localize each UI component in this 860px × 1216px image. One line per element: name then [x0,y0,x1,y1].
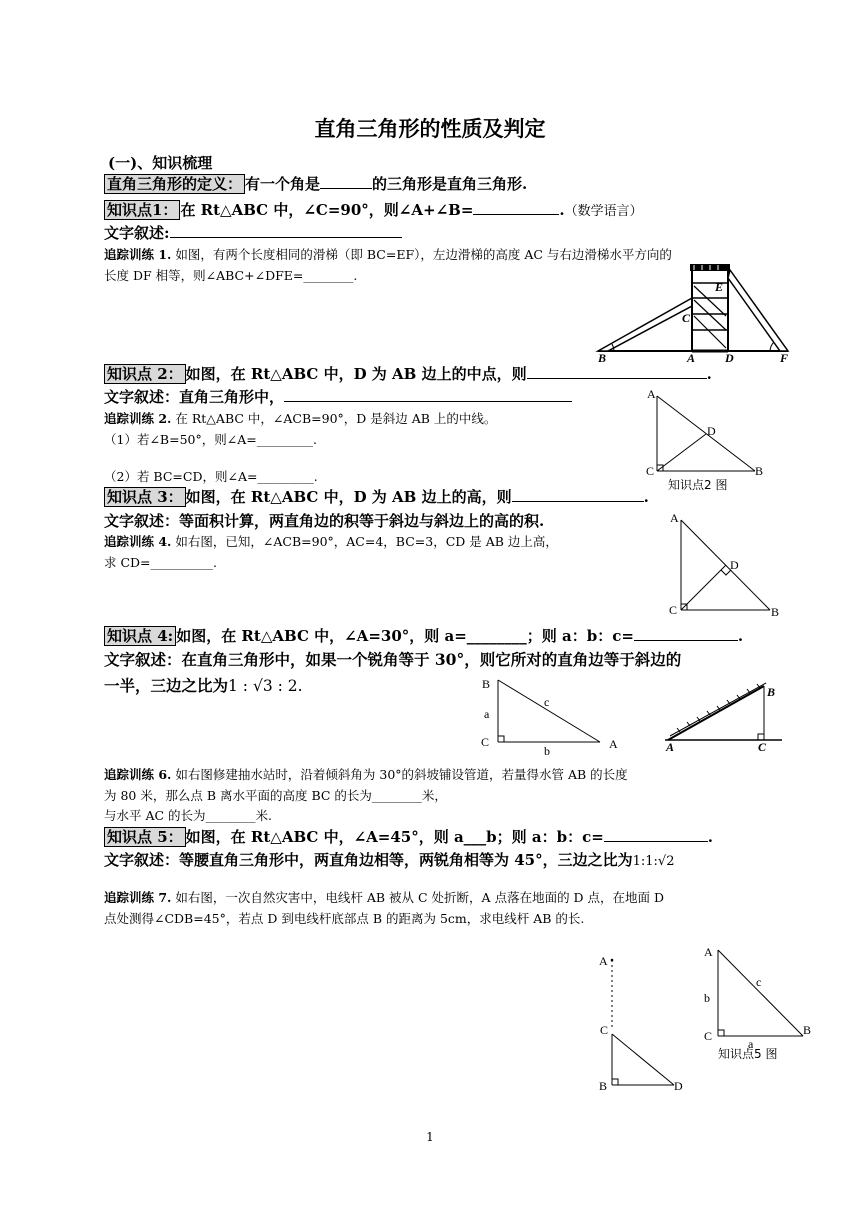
k5-label: 知识点 5： [104,827,186,847]
page-title: 直角三角形的性质及判定 [314,117,546,141]
label-B: B [482,677,491,691]
blank [170,237,402,238]
label-C: C [758,740,767,754]
t7-line2: 点处测得∠CDB=45°，若点 D 到电线杆底部点 B 的距离为 5cm，求电线杆 AB 的长. [104,911,585,926]
k4-line: 知识点 4: 如图，在 Rt△ABC 中，∠A=30°，则 a=________；则 a：b：c= . [104,625,743,646]
k2-desc: 文字叙述：直角三角形中， [104,386,572,407]
label-B: B [598,351,607,365]
label-E: E [715,280,724,294]
k3-label: 知识点 3： [104,487,186,507]
blank [512,501,644,502]
k2-line: 知识点 2： 如图，在 Rt△ABC 中，D 为 AB 边上的中点，则 . [104,363,712,384]
k1-label: 知识点1： [104,200,180,220]
k3-desc: 文字叙述：等面积计算，两直角边的积等于斜边与斜边上的高的积. [104,512,545,530]
label-B: B [599,1079,608,1093]
k4-desc1: 文字叙述：在直角三角形中，如果一个锐角等于 30°，则它所对的直角边等于斜边的 [104,650,682,669]
t4-line2: 求 CD=__________. [104,555,218,570]
definition-label: 直角三角形的定义： [104,174,245,194]
label-B: B [755,464,764,478]
slope-figure [660,680,785,754]
page-number: 1 [426,1130,434,1144]
label-A: A [704,945,713,959]
label-B: B [771,605,780,619]
pole-figure [594,950,694,1096]
label-A: A [670,511,679,525]
label-C: C [669,603,678,617]
label-A: A [666,740,675,754]
figure-caption: 知识点2 图 [668,478,728,492]
k5-desc: 文字叙述：等腰直角三角形中，两直角边相等，两锐角相等为 45°，三边之比为1:1:√2 [104,851,675,869]
label-F: F [780,351,789,365]
k4-figure [478,672,628,758]
t6-line3: 与水平 AC 的长为________米. [104,808,273,823]
label-C: C [481,735,490,749]
t7-line1: 追踪训练 7. 如右图，一次自然灾害中，电线杆 AB 被从 C 处折断，A 点落在地面的 D 点，在地面 D [104,890,665,905]
label-C: C [600,1023,609,1037]
blank [320,188,372,189]
t2-q1: （1）若∠B=50°，则∠A=_________. [104,432,317,447]
k5-figure [700,942,820,1061]
k1-line: 知识点1： 在 Rt△ABC 中，∠C=90°，则∠A+∠B= .（数学语言） [104,199,643,220]
k1-desc: 文字叙述: [104,222,402,243]
k2-figure [642,386,772,492]
k5-line: 知识点 5： 如图，在 Rt△ABC 中，∠A=45°，则 a___b；则 a：b：c= . [104,826,713,847]
t1-line1: 追踪训练 1. 如图，有两个长度相同的滑梯（即 BC=EF），左边滑梯的高度 AC 与右边滑梯水平方向的 [104,247,672,262]
k4-label: 知识点 4: [104,626,176,646]
label-a: a [484,707,490,721]
figure-caption: 知识点5 图 [718,1047,778,1061]
blank [473,214,559,215]
label-C: C [646,464,655,478]
label-D: D [725,351,734,365]
t6-line1: 追踪训练 6. 如右图修建抽水站时，沿着倾斜角为 30°的斜坡铺设管道，若量得水管 AB 的长度 [104,767,628,782]
label-B: B [767,685,776,699]
k4-desc2: 一半，三边之比为1 : √3 : 2. [104,676,303,695]
label-C: C [682,311,691,325]
label-A: A [609,737,618,751]
t2-line1: 追踪训练 2. 在 Rt△ABC 中，∠ACB=90°，D 是斜边 AB 上的中线。 [104,411,497,426]
label-b: b [704,991,710,1005]
label-b: b [544,744,550,758]
slide-figure [594,258,794,364]
label-C: C [704,1029,713,1043]
label-A: A [647,387,656,401]
k3-line: 知识点 3： 如图，在 Rt△ABC 中，D 为 AB 边上的高，则 . [104,486,649,507]
label-A: A [599,954,608,968]
label-A: A [687,351,696,365]
label-D: D [730,558,739,572]
blank [284,401,572,402]
blank [527,378,707,379]
definition-line: 直角三角形的定义： 有一个角是 的三角形是直角三角形. [104,173,527,194]
t2-q2: （2）若 BC=CD，则∠A=_________. [104,469,318,484]
label-D: D [707,424,716,438]
section-heading: (一)、知识梳理 [108,154,213,172]
k3-figure [664,508,789,618]
t6-line2: 为 80 米，那么点 B 离水平面的高度 BC 的长为________米， [104,788,447,803]
label-B: B [803,1023,812,1037]
label-D: D [674,1079,683,1093]
label-c: c [544,695,550,709]
blank [634,640,738,641]
label-c: c [756,975,762,989]
label-a: a [748,1037,754,1051]
t4-line1: 追踪训练 4. 如右图，已知，∠ACB=90°，AC=4，BC=3，CD 是 AB 边上高， [104,534,558,549]
k2-label: 知识点 2： [104,364,186,384]
blank [604,841,708,842]
t1-line2: 长度 DF 相等，则∠ABC+∠DFE=________. [104,268,358,283]
